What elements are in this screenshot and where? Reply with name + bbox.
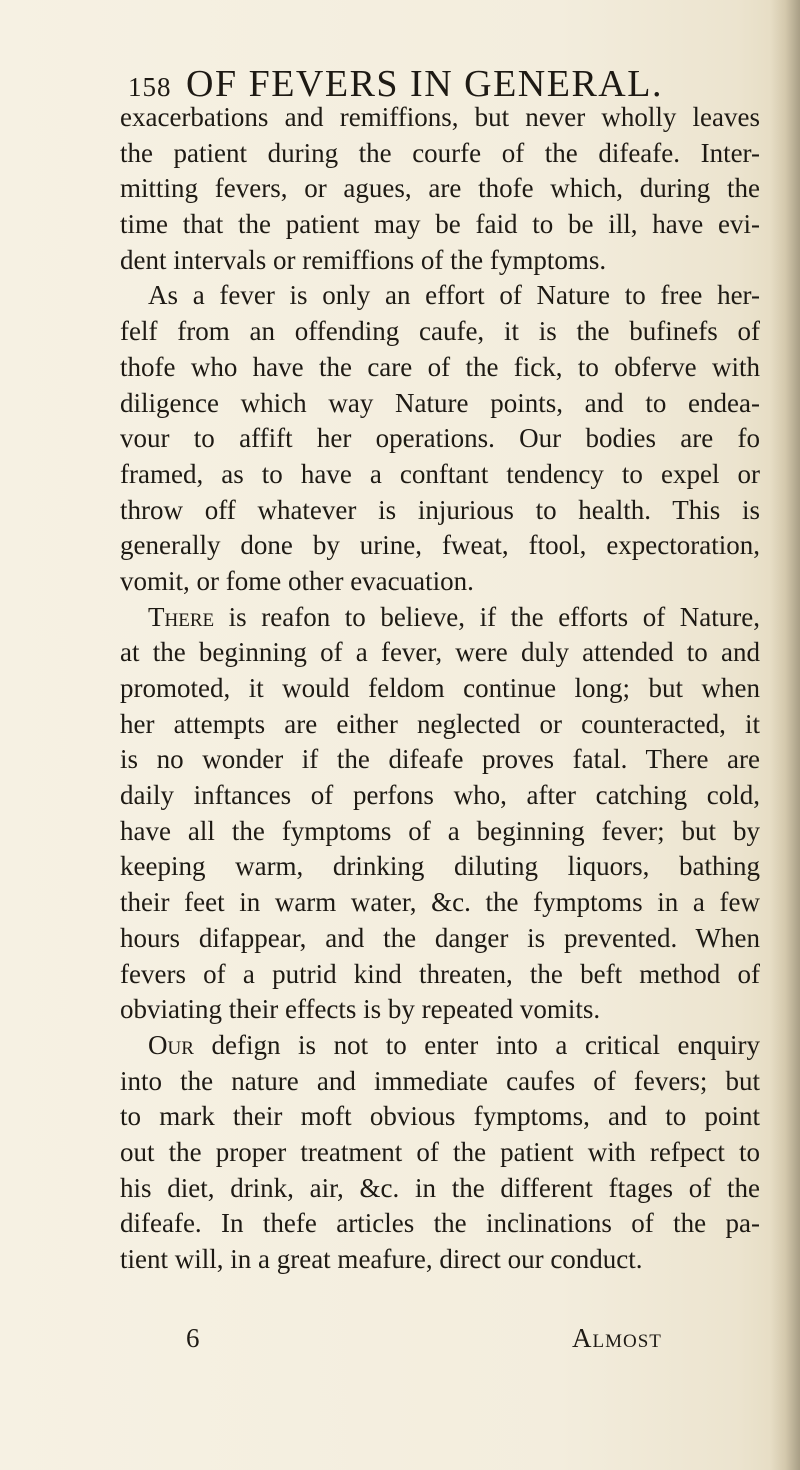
- text-line: hours difappear, and the danger is prevented. When: [120, 922, 760, 953]
- body-text: [120, 100, 760, 1278]
- text-line: diligence which way Nature points, and to endea-: [120, 387, 760, 418]
- text-line: felf from an offending caufe, it is the bufinefs of: [120, 316, 760, 347]
- text-line: his diet, drink, air, &c. in the different ftages of the: [120, 1172, 760, 1203]
- paragraph-first-line: [120, 600, 760, 636]
- text-line: difeafe. In thefe articles the inclinations of the pa-: [120, 1208, 760, 1239]
- paragraph-first-line: [120, 1028, 760, 1064]
- text-line: vomit, or fome other evacuation.: [120, 565, 474, 596]
- text-line: their feet in warm water, &c. the fymptoms in a few: [120, 887, 760, 918]
- text-line: promoted, it would feldom continue long; but when: [120, 673, 760, 703]
- text-line: out the proper treatment of the patient with refpect to: [120, 1136, 760, 1167]
- text-line: to mark their moft obvious fymptoms, and to point: [120, 1101, 760, 1132]
- text-line: into the nature and immediate caufes of fevers; but: [120, 1065, 760, 1096]
- text-line: framed, as to have a conftant tendency to expel or: [120, 458, 760, 489]
- text-line-rest: is reafon to believe, if the efforts of Nature,: [228, 601, 760, 632]
- page-number: 158: [128, 72, 172, 102]
- page-footer: [120, 1320, 760, 1356]
- catchword: Almost: [572, 1323, 662, 1353]
- text-line: tient will, in a great meafure, direct our conduct.: [120, 1244, 643, 1274]
- text-line: the patient during the courfe of the difeafe. Inter-: [120, 137, 760, 168]
- text-line-rest: defign is not to enter into a critical enquiry: [211, 1029, 760, 1060]
- text-line: As a fever is only an effort of Nature to free her-: [148, 280, 760, 311]
- running-title: OF FEVERS IN GENERAL.: [186, 63, 663, 105]
- text-line: daily inftances of perfons who, after catching cold,: [120, 780, 760, 811]
- text-line: time that the patient may be faid to be ill, have evi-: [120, 209, 760, 240]
- text-line: mitting fevers, or agues, are thofe which, during the: [120, 173, 760, 204]
- text-line: keeping warm, drinking diluting liquors, bathing: [120, 851, 760, 882]
- text-line: generally done by urine, fweat, ftool, expectoration,: [120, 530, 760, 561]
- text-line: dent intervals or remiffions of the fymptoms.: [120, 244, 607, 275]
- text-line: at the beginning of a fever, were duly attended to and: [120, 637, 760, 668]
- text-line: have all the fymptoms of a beginning fever; but by: [120, 815, 760, 846]
- text-line: obviating their effects is by repeated vomits.: [120, 994, 601, 1025]
- small-caps-lead: Our: [148, 1029, 194, 1060]
- text-line: fevers of a putrid kind threaten, the beft method of: [120, 958, 760, 989]
- text-line: thofe who have the care of the fick, to obferve with: [120, 351, 760, 382]
- text-line: throw off whatever is injurious to health. This is: [120, 494, 760, 525]
- text-line: her attempts are either neglected or counteracted, it: [120, 708, 760, 739]
- small-caps-lead: There: [148, 601, 215, 632]
- signature-mark: 6: [186, 1323, 200, 1353]
- text-line: is no wonder if the difeafe proves fatal. There are: [120, 744, 760, 775]
- text-line: vour to affift her operations. Our bodies are fo: [120, 423, 760, 454]
- text-line: exacerbations and remiffions, but never wholly leaves: [120, 102, 760, 132]
- page-edge-shadow: [770, 0, 800, 1470]
